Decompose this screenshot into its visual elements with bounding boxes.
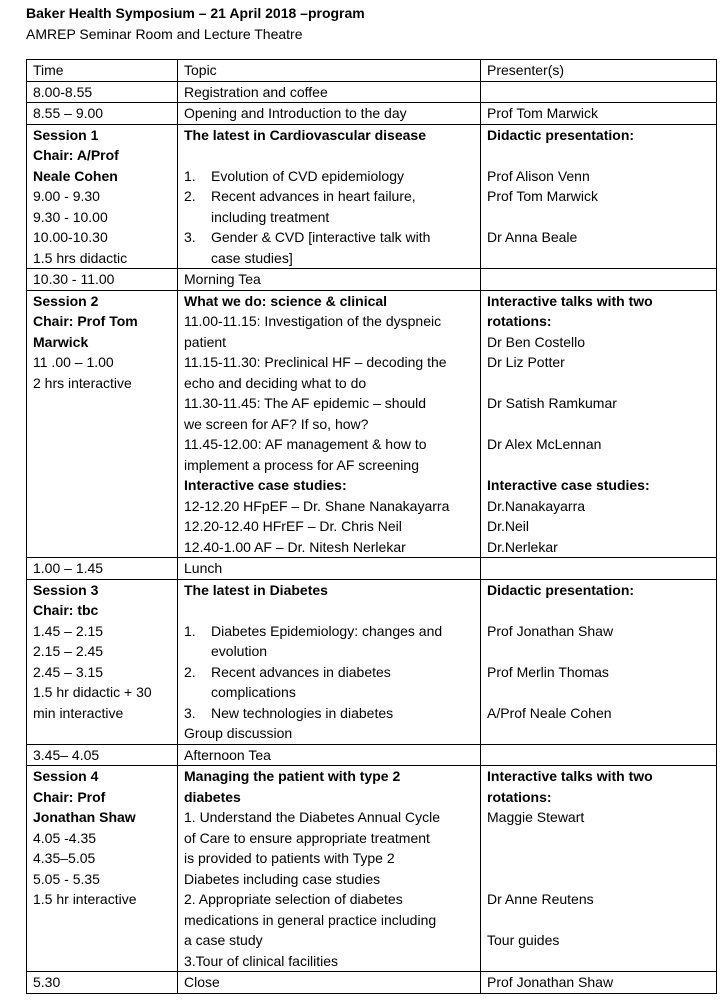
presenter-cell <box>481 558 717 580</box>
presenter-cell: Interactive talks with two rotations: Dr Ben Costello Dr Liz Potter Dr Satish Ramkumar Dr Alex McLennan Interactive case studies: Dr.Nanakayarra Dr.Neil Dr.Nerlekar <box>481 290 717 558</box>
table-row-session-2 <box>27 290 717 558</box>
topic-title: Managing the patient with type 2 <box>184 768 401 784</box>
session-chair: Marwick <box>33 333 89 350</box>
program-table <box>26 59 717 994</box>
header-time: Time <box>27 60 178 82</box>
list-item: 1. Evolution of CVD epidemiology <box>184 167 404 184</box>
topic-title: The latest in Cardiovascular disease <box>184 126 426 143</box>
topic-cell: The latest in Cardiovascular disease 1. Evolution of CVD epidemiology 2. Recent advances in heart failure, including treatment 3. Gender & CVD [interactive talk with case studies] <box>178 124 481 269</box>
session-chair: Jonathan Shaw <box>33 809 136 825</box>
document-title: Baker Health Symposium – 21 April 2018 –program <box>26 5 365 21</box>
list-item: 3. Gender & CVD [interactive talk with <box>184 229 431 245</box>
list-item: 3. New technologies in diabetes <box>184 704 394 721</box>
presenter-cell: Didactic presentation: Prof Jonathan Shaw Prof Merlin Thomas A/Prof Neale Cohen <box>481 579 717 744</box>
presenter-title: Didactic presentation: <box>487 581 635 598</box>
time-cell: Session 1 Chair: A/Prof Neale Cohen 9.00 - 9.30 9.30 - 10.00 10.00-10.30 1.5 hrs didactic <box>27 124 178 269</box>
time-cell: Session 4 Chair: Prof Jonathan Shaw 4.05 -4.35 4.35–5.05 5.05 - 5.35 1.5 hr interactive <box>27 766 178 972</box>
venue-subtitle: AMREP Seminar Room and Lecture Theatre <box>26 26 303 42</box>
time-cell: Session 3 Chair: tbc 1.45 – 2.15 2.15 – 2.45 2.45 – 3.15 1.5 hr didactic + 30 min interactive <box>27 579 178 744</box>
time-cell: 5.30 <box>27 972 178 994</box>
topic-cell: Close <box>178 972 481 994</box>
topic-cell: Opening and Introduction to the day <box>178 103 481 125</box>
table-row-afternoon-tea <box>27 744 717 766</box>
time-cell: Session 2 Chair: Prof Tom Marwick 11 .00 – 1.00 2 hrs interactive <box>27 290 178 558</box>
presenter-cell <box>481 269 717 291</box>
header-topic: Topic <box>178 60 481 82</box>
session-chair: Chair: tbc <box>33 602 99 618</box>
time-cell: 8.55 – 9.00 <box>27 103 178 125</box>
list-item: 2. Recent advances in diabetes <box>184 663 391 680</box>
session-chair: Chair: Prof Tom <box>33 313 138 329</box>
session-chair: Chair: Prof <box>33 788 106 805</box>
table-row-close <box>27 972 717 994</box>
session-chair: Neale Cohen <box>33 167 118 184</box>
session-label: Session 2 <box>33 292 99 309</box>
table-row-session-3 <box>27 579 717 744</box>
presenter-cell <box>481 744 717 766</box>
presenter-cell: Interactive talks with two rotations: Maggie Stewart Dr Anne Reutens Tour guides <box>481 766 717 972</box>
topic-cell: Registration and coffee <box>178 81 481 103</box>
header-presenters: Presenter(s) <box>481 60 717 82</box>
table-row-lunch <box>27 558 717 580</box>
case-studies-title: Interactive case studies: <box>184 477 347 493</box>
table-row-opening <box>27 103 717 125</box>
presenter-title: Interactive talks with two <box>487 768 653 784</box>
time-cell: 3.45– 4.05 <box>27 744 178 766</box>
table-row-session-1 <box>27 124 717 269</box>
time-cell: 1.00 – 1.45 <box>27 558 178 580</box>
table-header-row <box>27 60 717 82</box>
table-row-morning-tea <box>27 269 717 291</box>
topic-cell: The latest in Diabetes 1. Diabetes Epidemiology: changes and evolution 2. Recent advances in diabetes complications 3. New technologies in diabetes Group discussion <box>178 579 481 744</box>
topic-cell: Managing the patient with type 2 diabetes 1. Understand the Diabetes Annual Cycle of Care to ensure appropriate treatment is provided to patients with Type 2 Diabetes including case studies 2. Appropriate selection of diabetes medications in general practice including a case study 3.Tour of clinical facilities <box>178 766 481 972</box>
list-item: 1. Diabetes Epidemiology: changes and <box>184 622 443 639</box>
presenter-cell: Prof Jonathan Shaw <box>481 972 717 994</box>
topic-cell: Morning Tea <box>178 269 481 291</box>
presenter-cell: Prof Tom Marwick <box>481 103 717 125</box>
topic-cell: Lunch <box>178 558 481 580</box>
topic-title: What we do: science & clinical <box>184 292 388 309</box>
session-label: Session 1 <box>33 126 99 143</box>
presenter-title: Interactive talks with two <box>487 292 653 309</box>
list-item: 2. Recent advances in heart failure, <box>184 188 416 204</box>
topic-cell: What we do: science & clinical 11.00-11.15: Investigation of the dyspneic patient 11.15-11.30: Preclinical HF – decoding the echo and deciding what to do 11.30-11.45: The AF epidemic – should we screen for AF? If so, how? 11.45-12.00: AF management & how to implement a process for AF screening Interactive case studies: 12-12.20 HFpEF – Dr. Shane Nanakayarra 12.20-12.40 HFrEF – Dr. Chris Neil 12.40-1.00 AF – Dr. Nitesh Nerlekar <box>178 290 481 558</box>
time-cell: 8.00-8.55 <box>27 81 178 103</box>
case-presenter-title: Interactive case studies: <box>487 477 650 493</box>
time-cell: 10.30 - 11.00 <box>27 269 178 291</box>
table-row-session-4 <box>27 766 717 972</box>
presenter-cell <box>481 81 717 103</box>
session-label: Session 3 <box>33 581 99 598</box>
table-row-registration <box>27 81 717 103</box>
presenter-cell: Didactic presentation: Prof Alison Venn Prof Tom Marwick Dr Anna Beale <box>481 124 717 269</box>
presenter-title: Didactic presentation: <box>487 126 635 143</box>
topic-cell: Afternoon Tea <box>178 744 481 766</box>
topic-title: The latest in Diabetes <box>184 581 328 598</box>
session-chair: Chair: A/Prof <box>33 147 119 163</box>
session-label: Session 4 <box>33 768 99 784</box>
